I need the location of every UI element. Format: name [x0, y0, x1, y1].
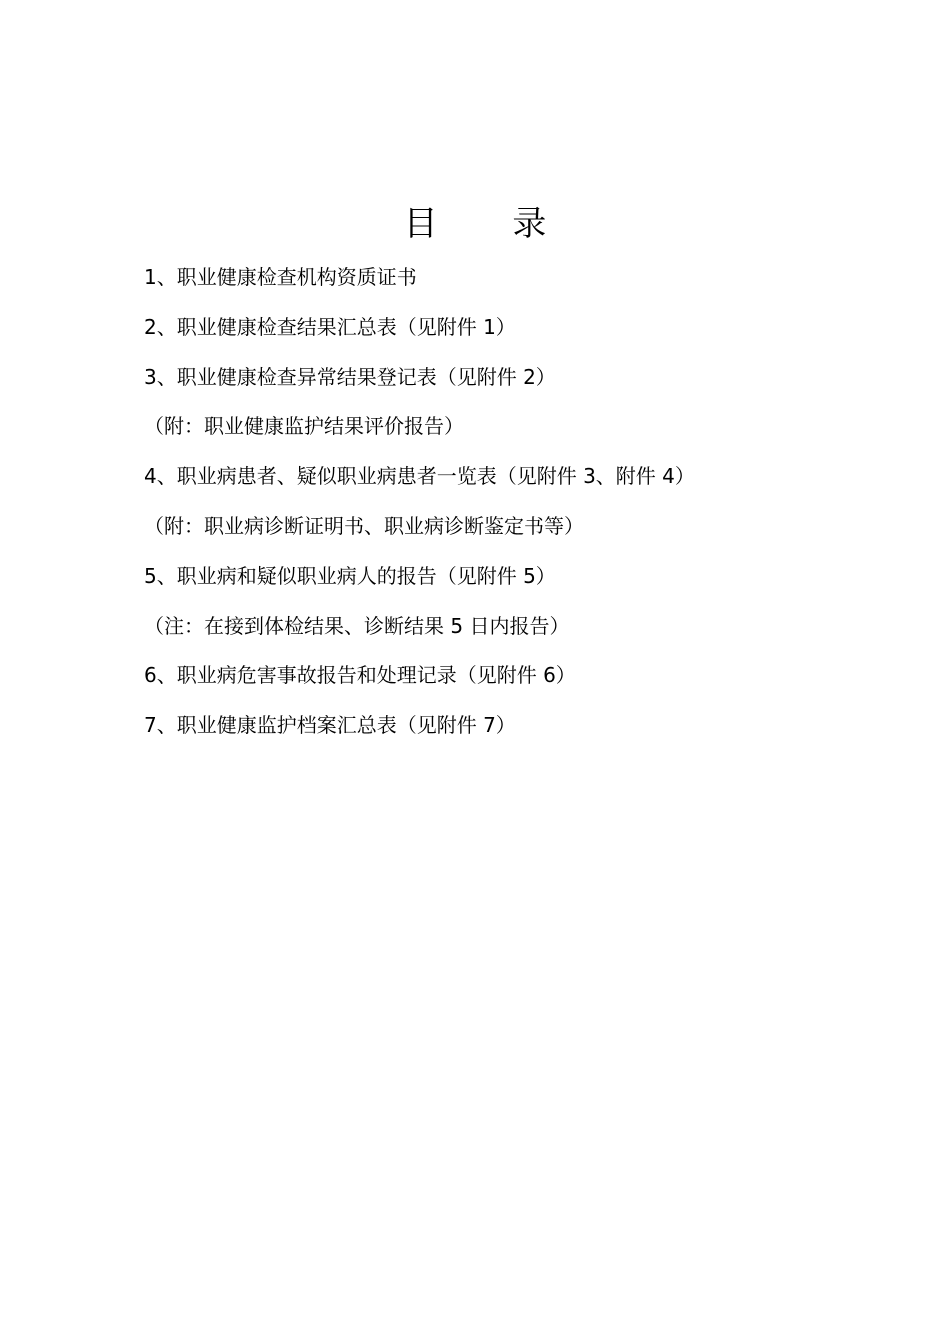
- toc-entry-3: 3、职业健康检查异常结果登记表（见附件 2）: [144, 364, 556, 389]
- toc-entry-7: 7、职业健康监护档案汇总表（见附件 7）: [144, 713, 516, 738]
- toc-note-4: （附：职业病诊断证明书、职业病诊断鉴定书等）: [144, 513, 584, 538]
- toc-entry-6: 6、职业病危害事故报告和处理记录（见附件 6）: [144, 663, 576, 688]
- page-title: 目 录: [403, 204, 579, 244]
- toc-note-3: （附：职业健康监护结果评价报告）: [144, 414, 464, 439]
- toc-entry-1: 1、职业健康检查机构资质证书: [144, 265, 417, 289]
- toc-note-5: （注：在接到体检结果、诊断结果 5 日内报告）: [144, 613, 570, 638]
- toc-entry-4: 4、职业病患者、疑似职业病患者一览表（见附件 3、附件 4）: [144, 464, 695, 489]
- toc-entry-2: 2、职业健康检查结果汇总表（见附件 1）: [144, 314, 516, 339]
- table-of-contents: [144, 253, 904, 751]
- toc-entry-5: 5、职业病和疑似职业病人的报告（见附件 5）: [144, 563, 556, 588]
